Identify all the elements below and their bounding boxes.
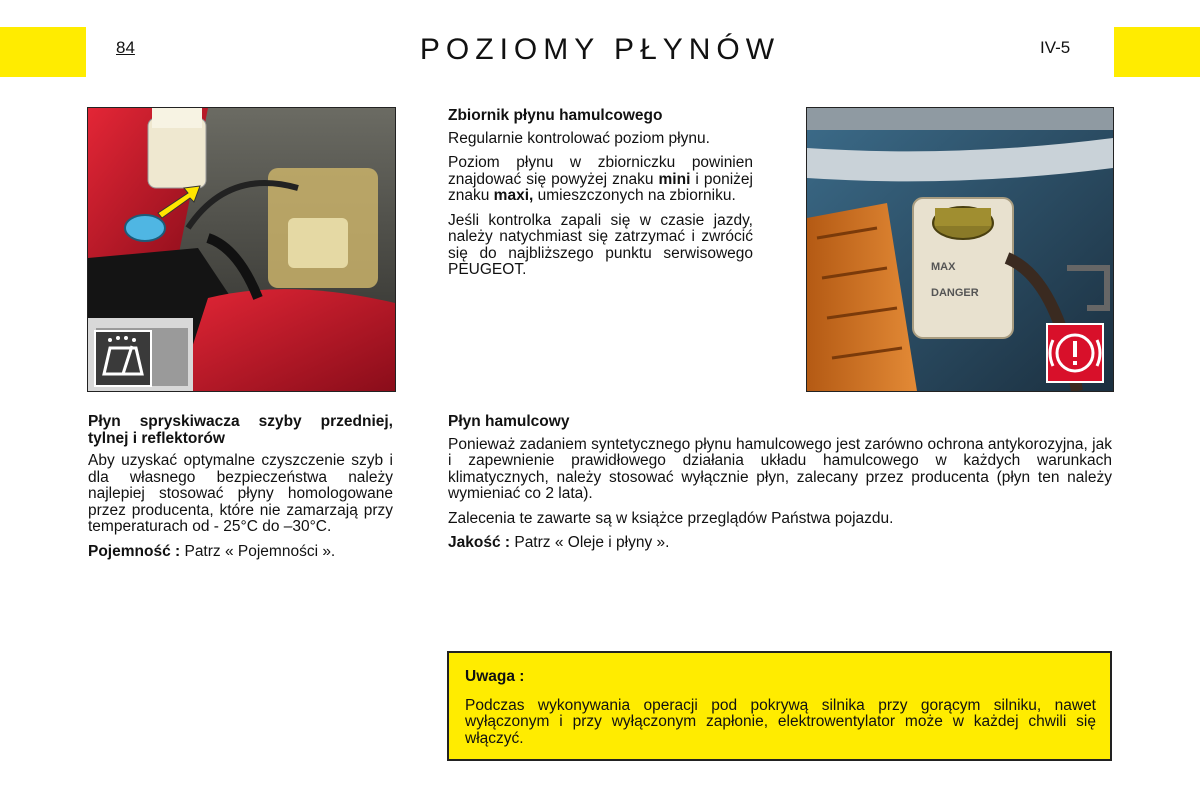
page-number: 84: [116, 38, 135, 57]
right-section-tab: [1114, 27, 1200, 77]
brake-fluid-p1: Ponieważ zadaniem syntetycznego płynu hamulcowego jest zarówno ochrona antykorozyjna, jak i zapewnienie prawidłowego działania układu hamulcowego w każdych warunkach klimatycznych, należy stosować wyłącznie płyn, zalecany przez producenta (płyn ten należy wymieniać co 2 lata).: [448, 435, 1112, 502]
washer-fluid-p1: Aby uzyskać optymalne czyszczenie szyb i dla własnego bezpieczeństwa należy najlepiej stosować płyny homologowane przez producenta, które nie zamarzają przy temperaturach od - 25°C do –30°C.: [88, 452, 393, 535]
washer-reservoir-photo: [87, 107, 396, 392]
brake-fluid-section: [448, 414, 1112, 560]
warning-note-text: Podczas wykonywania operacji pod pokrywą silnika przy gorącym silniku, nawet wyłączonym i przy wyłączonym zapłonie, elektrowentylator może w każdej chwili się włączyć.: [465, 696, 1096, 747]
left-section-tab: [0, 27, 86, 77]
brake-reservoir-p2: Poziom płynu w zbiorniczku powinien znajdować się powyżej znaku mini i poniżej znaku maxi, umieszczonych na zbiorniku.: [448, 154, 753, 204]
reservoir-max-label: MAX: [931, 261, 956, 273]
brake-reservoir-section: [448, 108, 753, 287]
brake-reservoir-p1: Regularnie kontrolować poziom płynu.: [448, 129, 710, 147]
washer-fluid-heading: Płyn spryskiwacza szyby przedniej, tylnej i reflektorów: [88, 413, 393, 447]
washer-fluid-section: [88, 414, 393, 568]
washer-capacity: Pojemność : Patrz « Pojemności ».: [88, 542, 336, 560]
brake-fluid-quality: Jakość : Patrz « Oleje i płyny ».: [448, 534, 670, 551]
page-title: POZIOMY PŁYNÓW: [419, 33, 781, 66]
brake-reservoir-heading: Zbiornik płynu hamulcowego: [448, 107, 663, 124]
reservoir-danger-label: DANGER: [931, 287, 979, 299]
brake-reservoir-p3: Jeśli kontrolka zapali się w czasie jazdy, należy natychmiast się zatrzymać i zwrócić się do najbliższego punktu serwisowego PEUGEOT.: [448, 211, 753, 278]
warning-note: [447, 651, 1112, 761]
section-number: IV-5: [1040, 38, 1071, 57]
brake-fluid-heading: Płyn hamulcowy: [448, 413, 570, 430]
brake-fluid-p2: Zalecenia te zawarte są w książce przeglądów Państwa pojazdu.: [448, 509, 894, 527]
brake-reservoir-photo: [806, 107, 1114, 392]
warning-note-heading: Uwaga :: [465, 668, 525, 685]
